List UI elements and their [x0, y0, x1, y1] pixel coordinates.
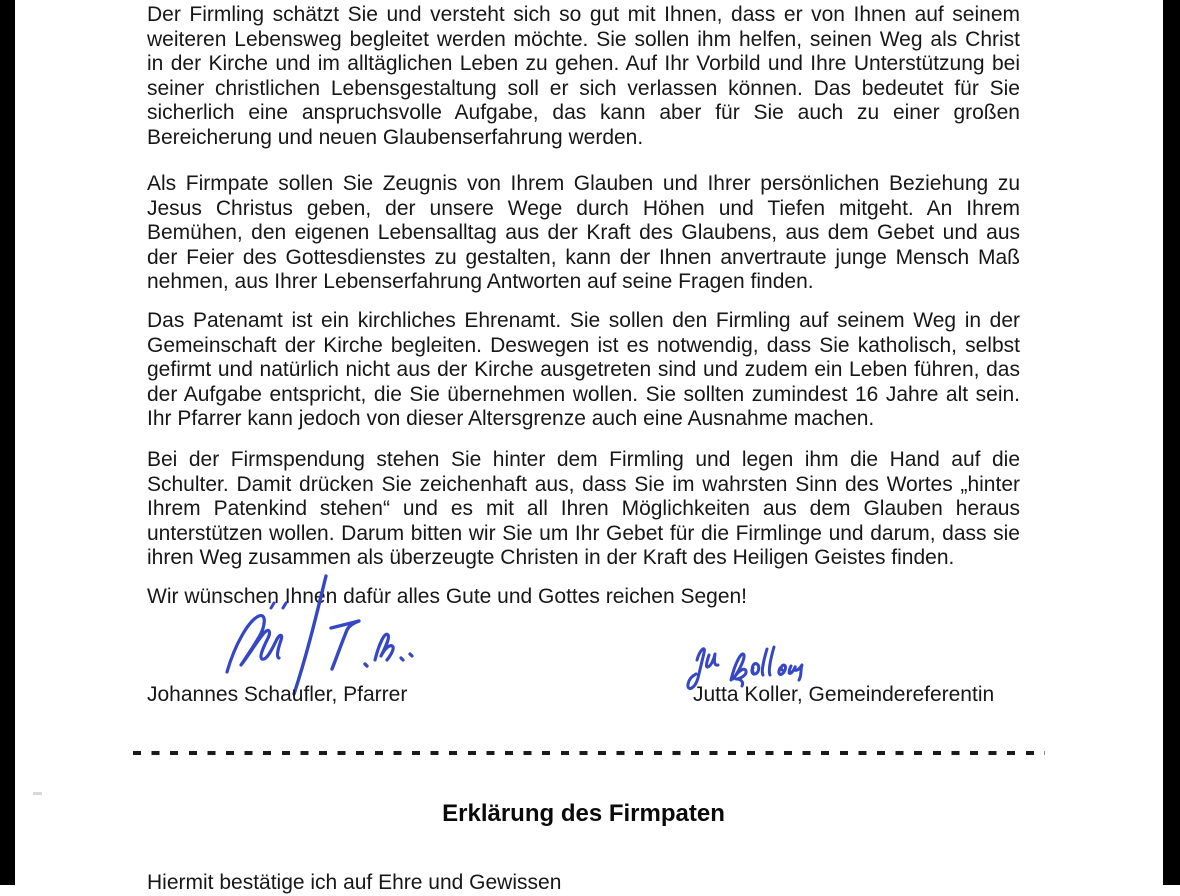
text-line: weiteren Lebensweg begleitet werden möchte. Sie sollen ihm helfen, seinen Weg als Christ — [147, 27, 1020, 51]
closing-wish-line: Wir wünschen Ihnen dafür alles Gute und Gottes reichen Segen! — [147, 585, 748, 608]
text-line: Bemühen, den eigenen Lebensalltag aus der Kraft des Glaubens, aus dem Gebet und aus — [147, 221, 1020, 244]
text-line: Der Firmling schätzt Sie und versteht sich so gut mit Ihnen, dass er von Ihnen auf seinem — [147, 3, 1020, 26]
dashed-cut-line — [133, 751, 1045, 755]
text-line: der Feier des Gottesdienstes zu gestalten, kann der Ihnen anvertraute junge Mensch Maß — [147, 245, 1020, 269]
text-line: Das Patenamt ist ein kirchliches Ehrenamt. Sie sollen den Firmling auf seinem Weg in der — [147, 309, 1020, 332]
text-line: gefirmt und natürlich nicht aus der Kirche ausgetreten sind und zudem ein Leben führen, das — [147, 358, 1020, 381]
text-line: Ihr Pfarrer kann jedoch von dieser Altersgrenze auch eine Ausnahme machen. — [147, 407, 875, 430]
text-line: Ihrem Patenkind stehen“ und es mit all Ihren Möglichkeiten aus dem Glauben heraus — [147, 497, 1020, 520]
scan-edge-left — [0, 0, 15, 885]
text-line: Bei der Firmspendung stehen Sie hinter dem Firmling und legen ihm die Hand auf die — [147, 448, 1020, 471]
paragraph-firmling-beziehung — [147, 3, 1020, 150]
text-line: Als Firmpate sollen Sie Zeugnis von Ihrem Glauben und Ihrer persönlichen Beziehung zu — [147, 172, 1020, 195]
paragraph-patenamt — [147, 309, 1020, 432]
scan-artifact — [33, 792, 42, 795]
text-line: nehmen, aus Ihrer Lebenserfahrung Antworten auf seine Fragen finden. — [147, 270, 814, 293]
declaration-first-line-partial: Hiermit bestätige ich auf Ehre und Gewissen — [147, 871, 562, 894]
text-line: Gemeinschaft der Kirche begleiten. Deswegen ist es notwendig, dass Sie katholisch, selbst — [147, 333, 1020, 357]
text-line: Bereicherung und neuen Glaubenserfahrung werden. — [147, 125, 644, 149]
signer-name-gemeindereferentin: Jutta Koller, Gemeindereferentin — [693, 683, 995, 706]
text-line: in der Kirche und im alltäglichen Leben zu gehen. Auf Ihr Vorbild und Ihre Unterstützung bei — [147, 52, 1020, 75]
text-line: Schulter. Damit drücken Sie zeichenhaft aus, dass Sie im wahrsten Sinn des Wortes „hinter — [147, 472, 1020, 496]
text-line: Jesus Christus geben, der unsere Wege durch Höhen und Tiefen mitgeht. An Ihrem — [147, 196, 1020, 220]
text-line: ihren Weg zusammen als überzeugte Christen in der Kraft des Heiligen Geistes finden. — [147, 546, 955, 569]
text-line: unterstützen wollen. Darum bitten wir Sie um Ihr Gebet für die Firmlinge und darum, dass sie — [147, 521, 1020, 545]
text-line: der Aufgabe entspricht, die Sie übernehmen wollen. Sie sollten zumindest 16 Jahre alt sein. — [147, 382, 1020, 406]
paragraph-zeugnis-glauben — [147, 172, 1020, 295]
signer-name-pfarrer: Johannes Schaufler, Pfarrer — [147, 683, 408, 706]
scan-edge-right — [1163, 0, 1180, 885]
declaration-heading: Erklärung des Firmpaten — [442, 800, 725, 827]
text-line: seiner christlichen Lebensgestaltung soll er sich verlassen können. Das bedeutet für Sie — [147, 76, 1020, 100]
paragraph-firmspendung — [147, 448, 1020, 571]
text-line: sicherlich eine anspruchsvolle Aufgabe, das kann aber für Sie auch zu einer großen — [147, 101, 1020, 124]
